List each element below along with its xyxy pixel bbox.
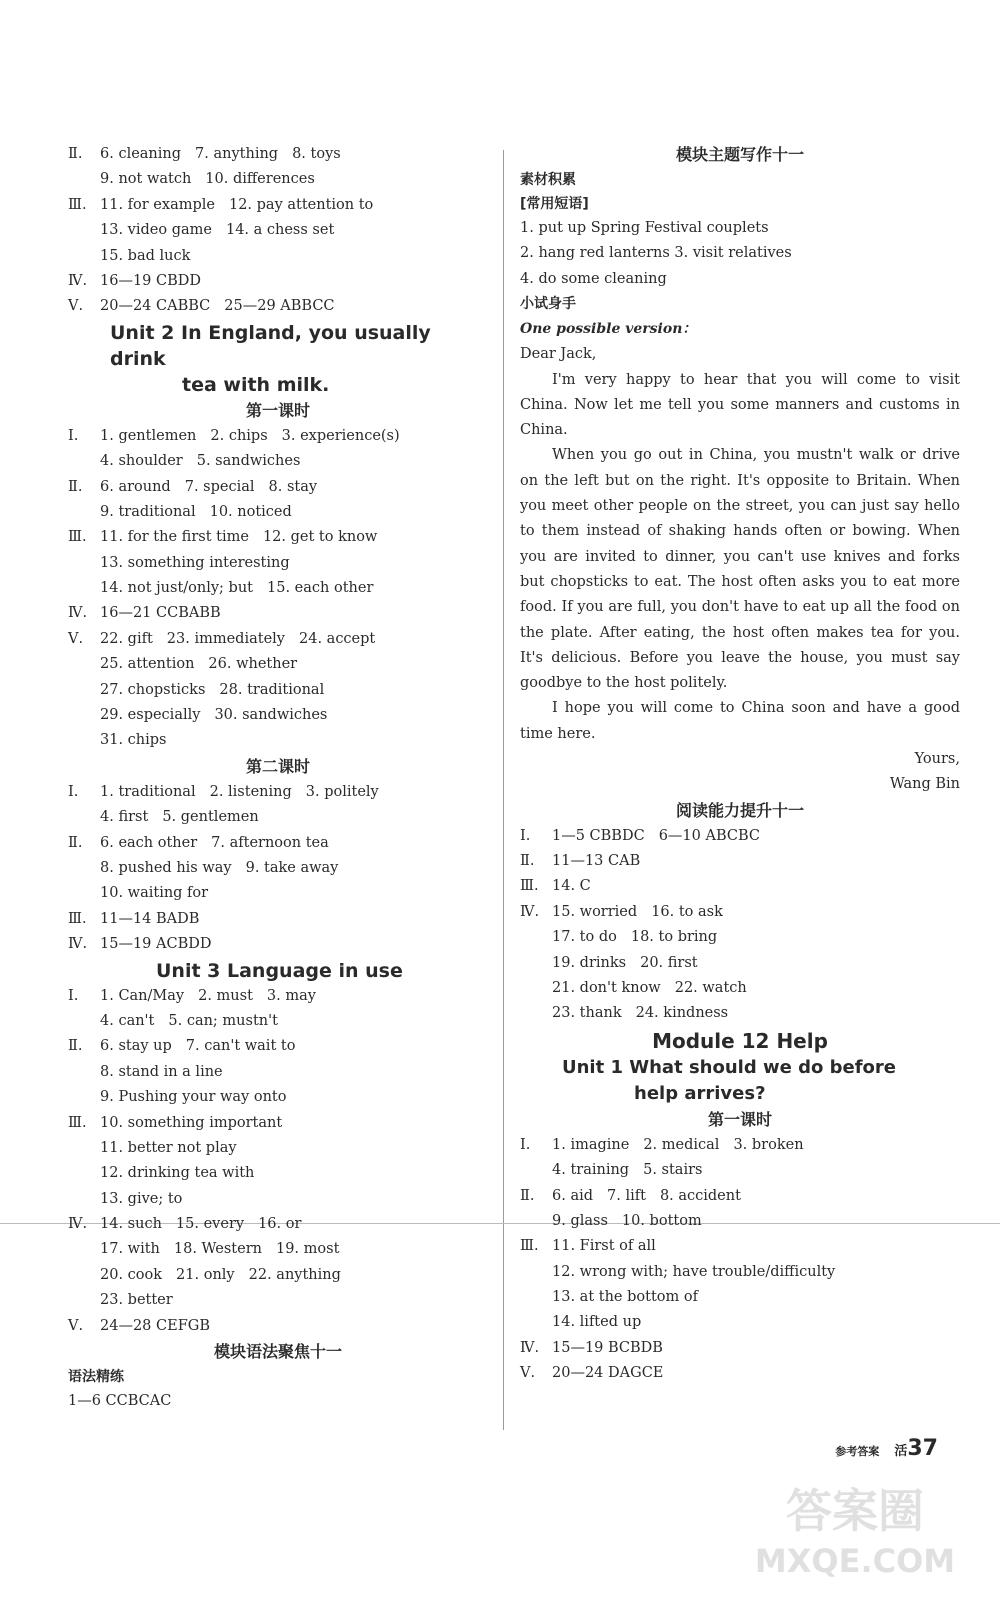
answer-item: 3. may [266,987,316,1004]
answer-item: 6. stay up [100,1038,172,1055]
answer-item: 15. every [175,1216,245,1233]
answer-row [520,1184,960,1209]
answer-item: 2. chips [210,427,268,444]
essay-paragraph: I hope you will come to China soon and have a good time here. [520,700,960,742]
answer-item: 12. pay attention to [228,196,374,213]
answer-item: 5. gentlemen [162,809,259,826]
section-label: 语法精练 [68,1369,124,1386]
answer-row [520,1133,960,1158]
answer-item: 15—19 ACBDD [100,936,212,953]
section-numeral: Ⅳ. [520,1339,540,1356]
answer-row [68,831,488,856]
section-numeral: Ⅰ. [68,987,79,1004]
answer-item: 1. traditional [100,783,196,800]
watermark-url: MXQE.COM [754,1542,956,1580]
answer-item: 1. gentlemen [100,427,197,444]
answer-row [68,475,488,500]
answer-item: 14. C [552,878,591,895]
answer-item: 30. sandwiches [214,707,328,724]
answer-item: 12. get to know [262,529,378,546]
answer-item: 23. thank [552,1005,622,1022]
page-footer [835,1436,938,1461]
answer-item: 17. to do [552,929,617,946]
answer-row [520,874,960,899]
answer-item: 14. lifted up [552,1314,642,1331]
answer-row [68,1288,488,1313]
answer-item: 6. each other [100,834,198,851]
answer-item: 5. can; mustn't [168,1012,278,1029]
answer-row [68,193,488,218]
answer-item: 7. afternoon tea [211,834,329,851]
answer-item: 16—19 CBDD [100,272,202,289]
answer-item: 22. watch [674,979,747,996]
unit-heading [520,1055,960,1107]
page-number: 37 [907,1436,938,1461]
section-numeral: Ⅴ. [68,298,84,315]
unit-heading-line2: tea with milk. [182,373,330,396]
answer-row [68,1085,488,1110]
answer-item: 14. such [100,1216,162,1233]
answer-item: 1. Can/May [100,987,185,1004]
answer-item: 20. cook [100,1266,163,1283]
answer-item: 13. video game [100,222,212,239]
answer-item: 8. toys [292,146,341,162]
answer-row [68,601,488,626]
answer-row [520,1336,960,1361]
answer-item: 24—28 CEFGB [100,1317,210,1334]
footer-book-mark: 活 [894,1444,908,1459]
section-numeral: Ⅴ. [520,1365,536,1382]
answer-row [520,1285,960,1310]
answer-item: 24. kindness [635,1005,729,1022]
section-numeral: Ⅰ. [68,427,79,444]
section-label: 素材积累 [520,172,576,188]
answer-row [68,1187,488,1212]
answer-item: 21. only [176,1266,235,1283]
text-line: 1—6 CCBCAC [68,1393,172,1410]
section-heading: 第一课时 [707,1109,772,1129]
answer-row [68,652,488,677]
answer-item: 13. give; to [100,1190,183,1207]
answer-item: 22. gift [100,630,153,647]
answer-item: 4. can't [100,1012,155,1029]
section-numeral: Ⅰ. [520,1136,531,1153]
section-heading: 阅读能力提升十一 [675,800,804,820]
answer-item: 18. Western [173,1241,262,1258]
answer-row [68,881,488,906]
answer-row [68,576,488,601]
answer-item: 8. stand in a line [100,1063,223,1080]
sample-label: One possible version： [520,321,697,338]
answer-item: 6. cleaning [100,146,182,162]
answer-item: 27. chopsticks [100,681,206,698]
answer-row [520,1310,960,1335]
section-numeral: Ⅳ. [68,272,88,289]
section-numeral: Ⅰ. [520,827,531,844]
module-heading: Module 12 Help [652,1028,828,1053]
answer-row [68,907,488,932]
unit-heading-line1: Unit 2 In England, you usually drink [110,321,431,370]
section-heading: 第一课时 [245,400,310,420]
answer-item: 9. take away [245,859,339,876]
answer-row [520,900,960,925]
answer-item: 2. medical [643,1136,720,1153]
answer-item: 7. special [184,478,255,495]
answer-item: 31. chips [100,732,167,749]
section-numeral: Ⅱ. [68,478,83,495]
answer-item: 16. to ask [651,903,723,920]
answer-item: 23. better [100,1292,173,1309]
answer-item: 1. imagine [552,1136,630,1153]
answer-row [68,142,488,167]
answer-row [520,1158,960,1183]
watermark-logo [730,1472,980,1582]
answer-row [68,1314,488,1339]
answer-item: 21. don't know [552,979,661,996]
answer-item: 12. drinking tea with [100,1165,255,1182]
answer-row [68,1263,488,1288]
answer-item: 5. stairs [643,1162,703,1179]
answer-row [68,244,488,269]
section-numeral: Ⅱ. [68,1038,83,1055]
text-line: 1. put up Spring Festival couplets [520,220,769,236]
answer-row [68,1136,488,1161]
answer-row [520,824,960,849]
answer-item: 8. stay [268,478,318,495]
answer-item: 2. must [198,987,253,1004]
answer-item: 1—5 CBBDC [552,827,645,844]
answer-item: 25. attention [100,656,195,673]
answer-item: 15. worried [552,903,638,920]
answer-item: 7. can't wait to [185,1038,296,1055]
essay-paragraph: When you go out in China, you mustn't walk or drive on the left but on the right. It's opposite to Britain. When you meet other people on the street, you can just say hello to them instead of shaking hands often or bowing. When you are invited to dinner, you can't use knives and forks but chopsticks to eat. The host often asks you to eat more food. If you are full, you don't have to eat up all the food on the plate. After eating, the host often makes tea for you. It's delicious. Before you leave the house, you must say goodbye to the host politely. [520,447,960,692]
answer-row [68,627,488,652]
section-label: [常用短语] [520,196,589,212]
answer-row [68,805,488,830]
answer-item: 5. sandwiches [196,453,301,470]
answer-row [68,167,488,192]
answer-item: 14. a chess set [225,222,335,239]
answer-item: 11—14 BADB [100,910,200,927]
answer-item: 20—24 DAGCE [552,1365,664,1382]
section-label: 小试身手 [520,296,576,313]
answer-item: 7. lift [607,1187,646,1204]
answer-item: 13. something interesting [100,554,290,571]
answer-item: 12. wrong with; have trouble/difficulty [552,1263,836,1280]
answer-item: 11. for the first time [100,529,249,546]
section-numeral: Ⅲ. [68,910,87,927]
answer-item: 10. differences [205,171,315,188]
answer-row [520,1361,960,1386]
answer-item: 15. each other [267,580,374,597]
answer-row [68,1009,488,1034]
answer-item: 16. or [258,1216,302,1233]
right-column [520,142,960,1387]
answer-item: 10. bottom [621,1212,702,1229]
answer-row [68,424,488,449]
answer-row [68,269,488,294]
answer-item: 16—21 CCBABB [100,605,221,622]
answer-item: 20. first [640,954,698,971]
answer-row [68,703,488,728]
column-divider [503,150,504,1430]
section-numeral: Ⅲ. [520,878,539,895]
answer-row [520,976,960,1001]
answer-row [68,525,488,550]
answer-item: 4. training [552,1162,630,1179]
answer-row [520,1209,960,1234]
answer-item: 6. aid [552,1187,594,1204]
answer-item: 15. bad luck [100,247,191,264]
section-numeral: Ⅱ. [68,834,83,851]
answer-item: 28. traditional [219,681,325,698]
answer-row [68,218,488,243]
answer-item: 10. something important [100,1114,283,1131]
answer-item: 10. waiting for [100,885,209,902]
answer-row [68,500,488,525]
answer-row [68,1060,488,1085]
section-numeral: Ⅱ. [520,1187,535,1204]
answer-row [68,1212,488,1237]
answer-item: 3. politely [305,783,379,800]
answer-item: 7. anything [195,146,279,162]
section-numeral: Ⅱ. [520,853,535,869]
section-numeral: Ⅴ. [68,1317,84,1334]
text-line: Dear Jack, [520,346,597,363]
answer-item: 29. especially [100,707,201,724]
answer-item: 23. immediately [166,630,285,647]
footer-label: 参考答案 [835,1445,880,1458]
answer-row [68,932,488,957]
answer-item: 2. listening [209,783,292,800]
answer-item: 13. at the bottom of [552,1289,698,1306]
answer-item: 14. not just/only; but [100,580,254,597]
section-numeral: Ⅳ. [520,903,540,920]
answer-item: 9. glass [552,1212,608,1229]
answer-row [68,678,488,703]
answer-row [68,984,488,1009]
answer-item: 3. broken [733,1136,804,1153]
section-heading: 模块主题写作十一 [675,145,804,164]
answer-item: 9. Pushing your way onto [100,1089,287,1106]
answer-item: 17. with [100,1241,160,1258]
text-line: 4. do some cleaning [520,270,667,287]
answer-item: 9. traditional [100,503,196,520]
answer-row [68,1161,488,1186]
answer-row [520,951,960,976]
answer-item: 25—29 ABBCC [224,298,335,315]
section-heading: 模块语法聚焦十一 [213,1342,342,1362]
answer-item: 6. around [100,478,171,495]
answer-row [68,1034,488,1059]
unit-heading: Unit 3 Language in use [156,959,403,982]
answer-row [520,1001,960,1026]
answer-item: 11—13 CAB [552,853,641,869]
answer-item: 19. most [275,1241,340,1258]
answer-item: 24. accept [299,630,376,647]
answer-row [520,849,960,874]
answer-row [68,728,488,753]
section-numeral: Ⅰ. [68,783,79,800]
answer-item: 8. pushed his way [100,859,232,876]
answer-item: 19. drinks [552,954,627,971]
answer-item: 20—24 CABBC [100,298,211,315]
answer-row [68,1237,488,1262]
answer-item: 22. anything [248,1266,341,1283]
answer-item: 11. for example [100,196,215,213]
answer-item: 8. accident [659,1187,741,1204]
essay-paragraph: I'm very happy to hear that you will come to visit China. Now let me tell you some manners and customs in China. [520,371,960,439]
answer-item: 3. experience(s) [281,427,400,444]
answer-row [68,551,488,576]
section-numeral: Ⅲ. [520,1238,539,1255]
answer-row [68,294,488,319]
section-numeral: Ⅴ. [68,630,84,647]
answer-item: 18. to bring [630,929,718,946]
watermark-title: 答案圈 [786,1484,924,1538]
text-line: 2. hang red lanterns 3. visit relatives [520,245,792,262]
answer-item: 11. First of all [552,1238,656,1255]
answer-item: 9. not watch [100,171,192,188]
section-numeral: Ⅲ. [68,529,87,546]
section-numeral: Ⅲ. [68,196,87,213]
answer-row [68,1111,488,1136]
answer-item: 11. better not play [100,1139,237,1156]
letter-signoff: Yours, [914,751,960,768]
letter-signoff: Wang Bin [889,776,960,793]
answer-row [68,856,488,881]
answer-item: 6—10 ABCBC [658,827,760,844]
unit-heading-line1: Unit 1 What should we do before [562,1056,896,1078]
answer-item: 4. first [100,809,149,826]
left-column [68,142,488,1414]
section-numeral: Ⅱ. [68,146,83,162]
answer-item: 15—19 BCBDB [552,1339,663,1356]
section-numeral: Ⅲ. [68,1114,87,1131]
section-numeral: Ⅳ. [68,1216,88,1233]
section-heading: 第二课时 [245,756,310,776]
answer-item: 4. shoulder [100,453,183,470]
unit-heading [68,320,488,398]
answer-item: 26. whether [208,656,298,673]
answer-row [68,780,488,805]
answer-row [520,925,960,950]
answer-row [68,449,488,474]
answer-item: 10. noticed [209,503,292,520]
unit-heading-line2: help arrives? [634,1082,766,1104]
answer-row [520,1234,960,1259]
answer-row [520,1260,960,1285]
section-numeral: Ⅳ. [68,936,88,953]
section-numeral: Ⅳ. [68,605,88,622]
